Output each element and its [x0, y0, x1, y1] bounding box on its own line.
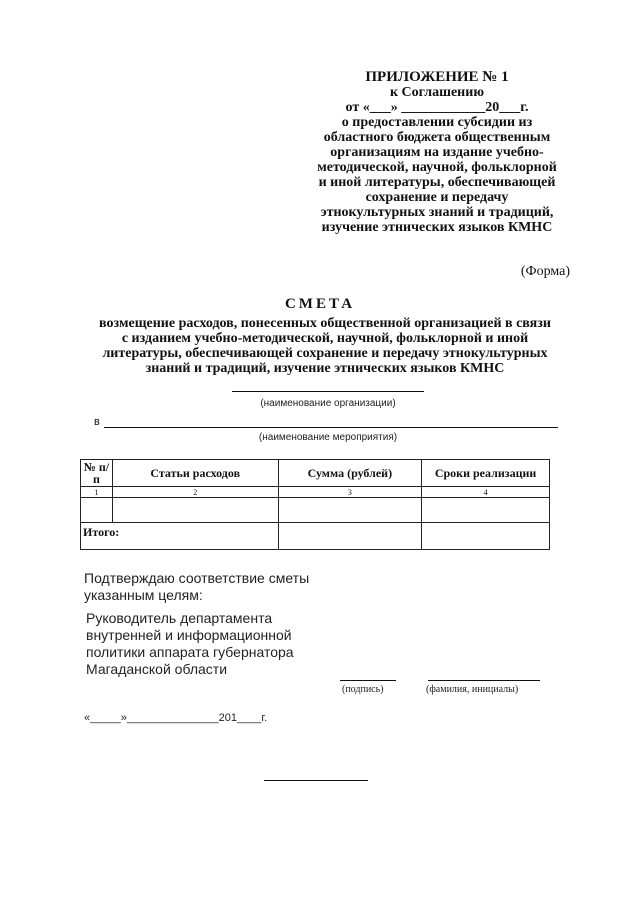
name-caption: (фамилия, инициалы) [426, 684, 519, 695]
smeta-subtitle [80, 316, 570, 376]
col-header-items: Статьи расходов [112, 460, 278, 487]
signatory-line: внутренней и информационной [86, 627, 292, 643]
subtitle-line: с изданием учебно-методической, научной, фольклорной и иной [121, 331, 529, 346]
col-number: 3 [278, 487, 422, 498]
appendix-line: к Соглашению [389, 85, 485, 100]
bottom-rule [264, 780, 368, 781]
form-label: (Форма) [520, 264, 570, 279]
confirmation-text [84, 570, 309, 604]
table-cell[interactable] [112, 498, 278, 523]
col-header-number: № п/п [81, 460, 113, 487]
table-cell[interactable] [81, 498, 113, 523]
total-label: Итого: [81, 523, 279, 550]
appendix-line: методической, научной, фольклорной [317, 160, 557, 175]
smeta-title: СМЕТА [284, 296, 356, 312]
table-row [81, 498, 550, 523]
table-cell[interactable] [278, 498, 422, 523]
subtitle-line: знаний и традиций, изучение этнических языков КМНС [145, 361, 505, 376]
appendix-line: организациям на издание учебно- [330, 145, 544, 160]
event-caption: (наименование мероприятия) [258, 432, 398, 443]
signatory-line: Руководитель департамента [86, 610, 273, 626]
appendix-line: этнокультурных знаний и традиций, [320, 205, 554, 220]
appendix-line: сохранение и передачу [365, 190, 509, 205]
table-header-row [81, 460, 550, 487]
appendix-line: от «___» ____________20___г. [345, 100, 529, 115]
subtitle-line: возмещение расходов, понесенных общественной организацией в связи [99, 316, 551, 331]
appendix-title: ПРИЛОЖЕНИЕ № 1 [365, 69, 509, 85]
col-header-sum: Сумма (рублей) [278, 460, 422, 487]
signatory-line: политики аппарата губернатора [86, 644, 294, 660]
table-total-row [81, 523, 550, 550]
signature-field-line[interactable] [340, 680, 396, 681]
appendix-line: о предоставлении субсидии из [341, 115, 533, 130]
signatory-title [86, 610, 294, 678]
col-number: 1 [81, 487, 113, 498]
organization-caption: (наименование организации) [260, 398, 396, 409]
appendix-line: областного бюджета общественным [323, 130, 551, 145]
estimate-table [80, 459, 550, 550]
event-field-line[interactable] [104, 427, 558, 428]
col-header-terms: Сроки реализации [422, 460, 550, 487]
appendix-line: изучение этнических языков КМНС [321, 220, 553, 235]
signature-caption: (подпись) [342, 684, 384, 695]
date-line[interactable]: «_____»_______________201____г. [84, 712, 268, 724]
name-field-line[interactable] [428, 680, 540, 681]
table-numbering-row [81, 487, 550, 498]
organization-field-line[interactable] [232, 391, 424, 392]
confirmation-line: Подтверждаю соответствие сметы [84, 570, 310, 586]
event-prefix: в [94, 416, 100, 428]
total-terms-cell[interactable] [422, 523, 550, 550]
confirmation-line: указанным целям: [84, 587, 203, 603]
table-cell[interactable] [422, 498, 550, 523]
signatory-line: Магаданской области [86, 661, 228, 677]
col-number: 2 [112, 487, 278, 498]
appendix-header [302, 70, 572, 235]
total-sum-cell[interactable] [278, 523, 422, 550]
col-number: 4 [422, 487, 550, 498]
subtitle-line: литературы, обеспечивающей сохранение и передачу этнокультурных [102, 346, 548, 361]
appendix-line: и иной литературы, обеспечивающей [318, 175, 556, 190]
